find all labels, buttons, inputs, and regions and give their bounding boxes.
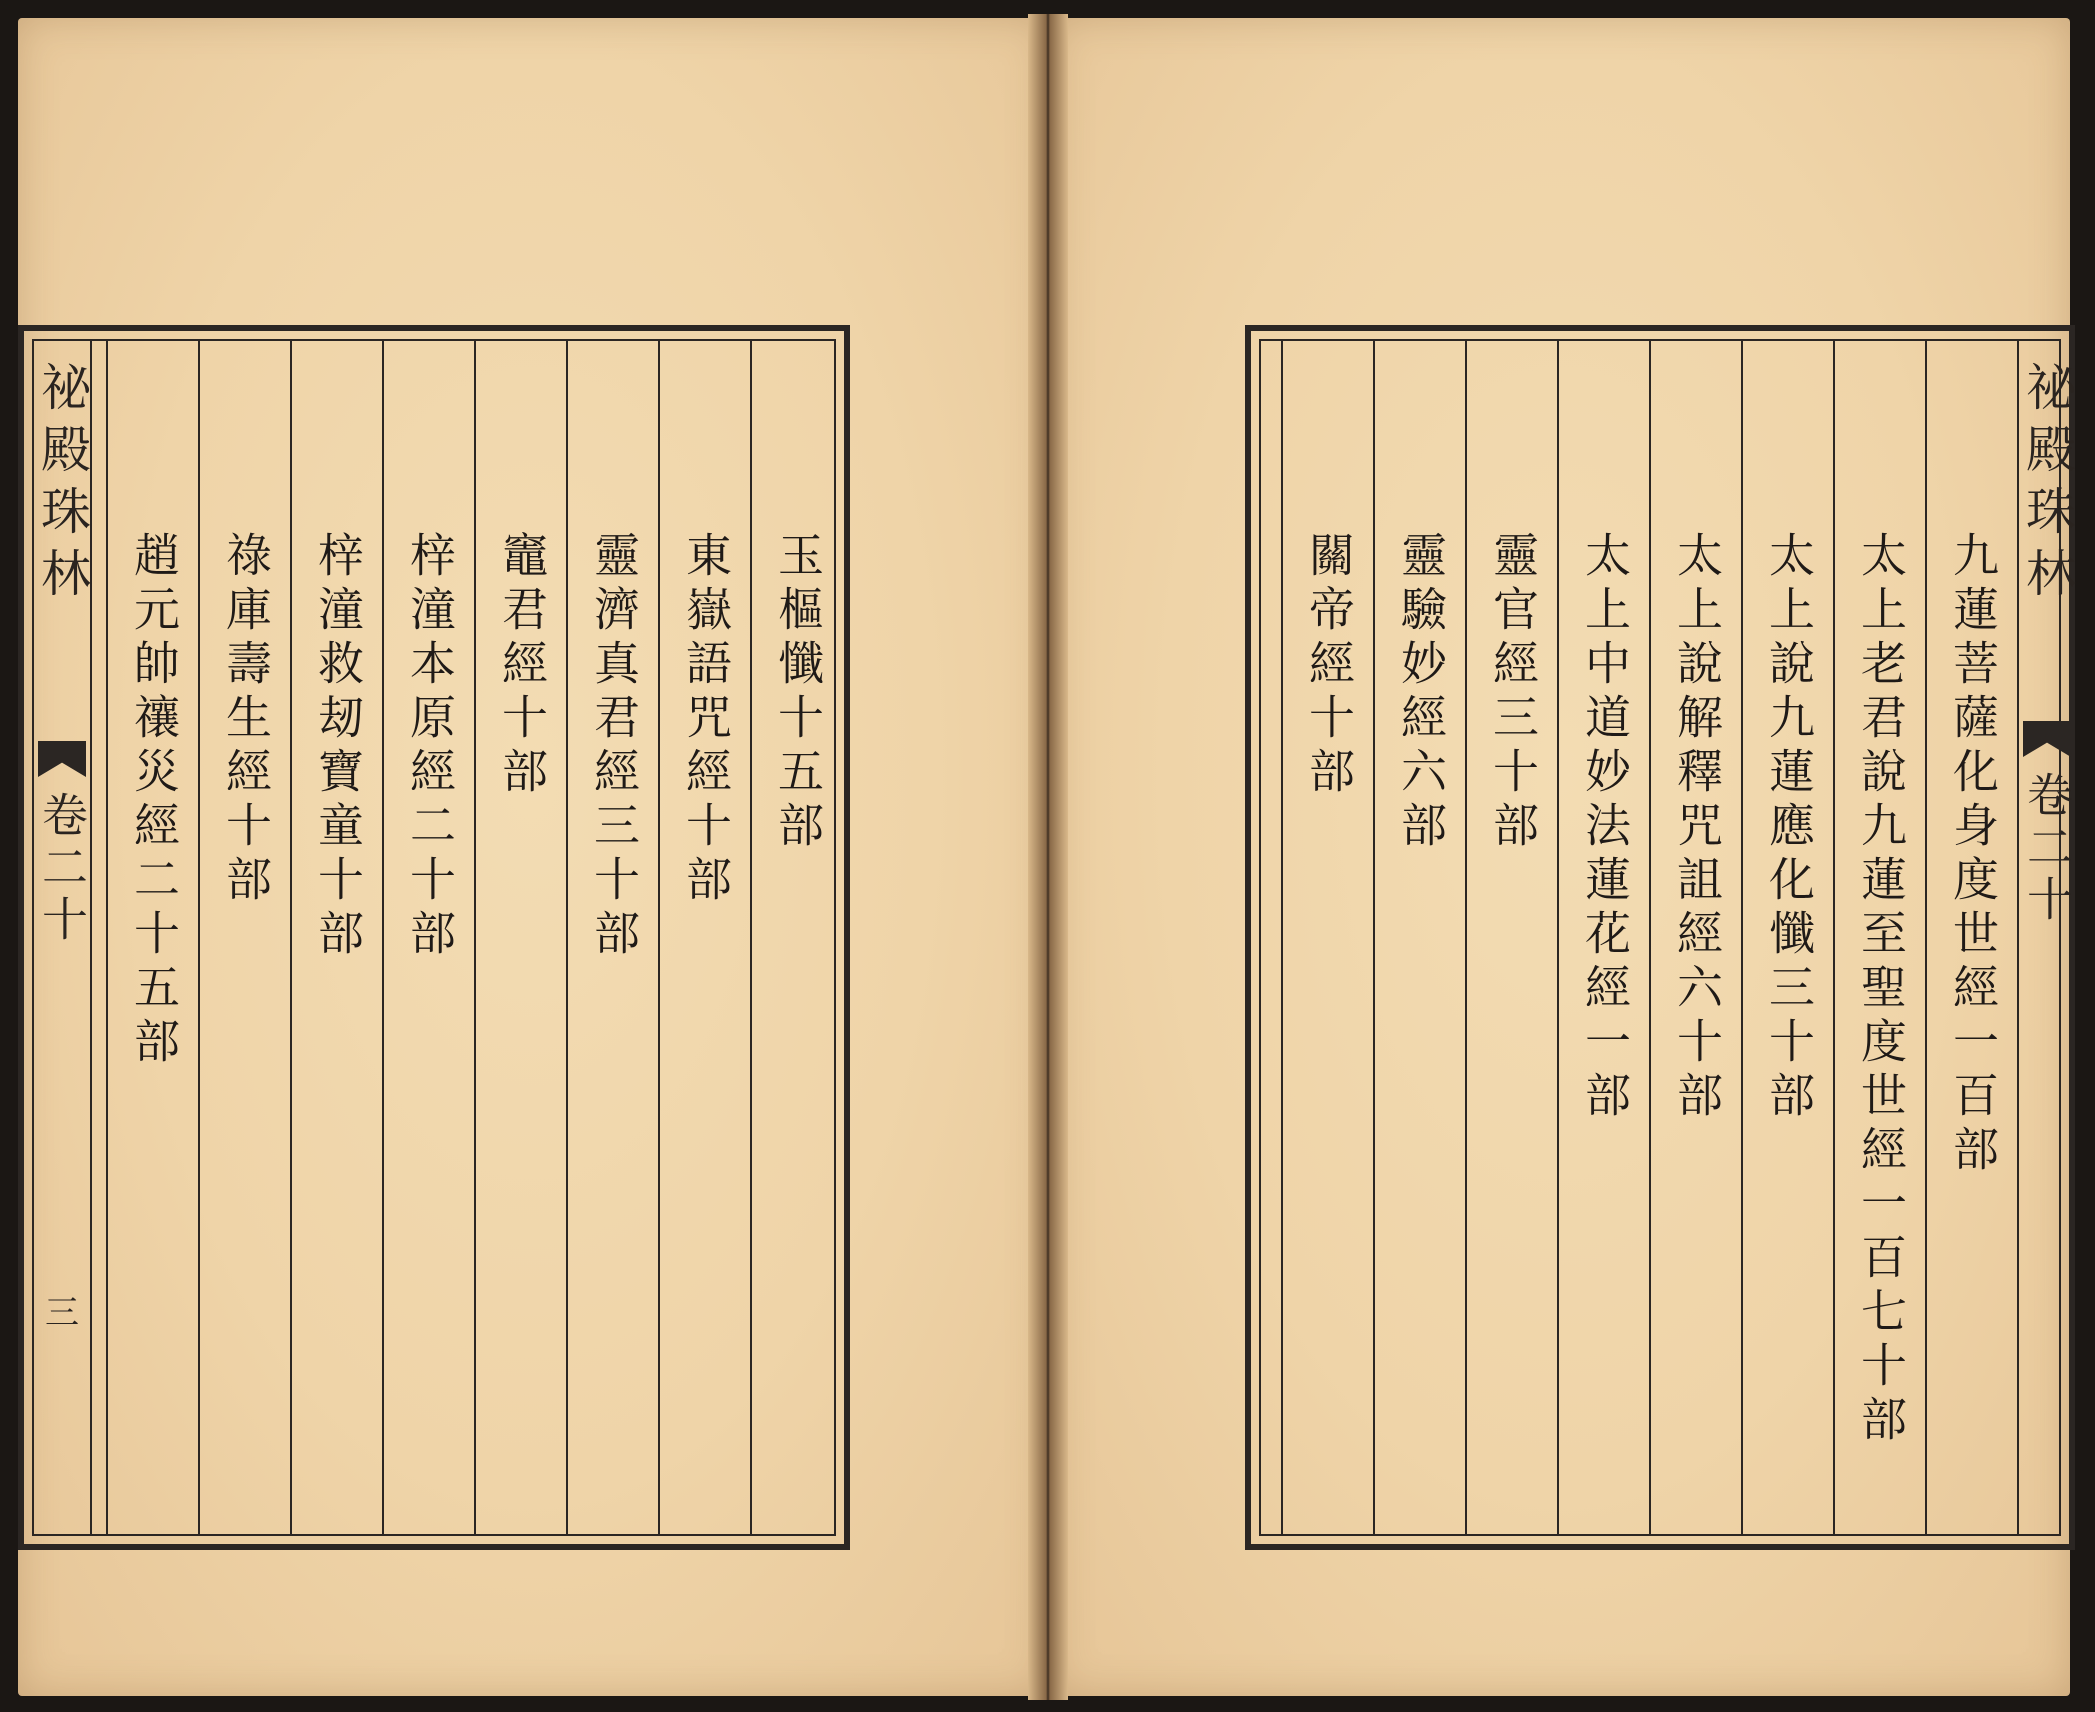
column-text: 靈驗妙經六部 (1394, 531, 1448, 855)
book-gutter (1028, 14, 1068, 1700)
column-text: 靈官經三十部 (1486, 531, 1540, 855)
text-column (382, 341, 474, 1534)
fish-tail-mark (38, 741, 86, 777)
text-column (1741, 341, 1833, 1534)
book-title: 祕殿珠林 (33, 361, 91, 609)
column-text: 趙元帥禳災經二十五部 (127, 531, 181, 1071)
text-column (1373, 341, 1465, 1534)
column-text: 關帝經十部 (1302, 531, 1356, 801)
text-column (750, 341, 842, 1534)
column-text: 太上中道妙法蓮花經一部 (1578, 531, 1632, 1125)
right-spine (2017, 341, 2075, 1534)
text-column (474, 341, 566, 1534)
text-column (566, 341, 658, 1534)
text-column (1649, 341, 1741, 1534)
text-column (1465, 341, 1557, 1534)
right-text-frame (1245, 325, 2075, 1550)
page-number: 三 (45, 1293, 79, 1333)
column-text: 太上老君說九蓮至聖度世經一百七十部 (1854, 531, 1908, 1449)
column-text: 玉樞懺十五部 (771, 531, 825, 855)
column-text: 東嶽語咒經十部 (679, 531, 733, 909)
left-spine (34, 341, 92, 1534)
column-text: 靈濟真君經三十部 (587, 531, 641, 963)
volume-label: 卷二十 (2020, 771, 2074, 927)
text-column (1925, 341, 2017, 1534)
book-title: 祕殿珠林 (2018, 361, 2076, 609)
text-column (1281, 341, 1373, 1534)
volume-label: 卷二十 (35, 791, 89, 947)
text-column (1557, 341, 1649, 1534)
text-column (658, 341, 750, 1534)
text-column (290, 341, 382, 1534)
column-text: 竈君經十部 (495, 531, 549, 801)
text-column (1833, 341, 1925, 1534)
text-column (106, 341, 198, 1534)
column-text: 太上說解釋咒詛經六十部 (1670, 531, 1724, 1125)
fish-tail-mark (2023, 721, 2071, 757)
column-text: 九蓮菩薩化身度世經一百部 (1946, 531, 2000, 1179)
left-text-frame (18, 325, 850, 1550)
column-text: 祿庫壽生經十部 (219, 531, 273, 909)
column-text: 梓潼本原經二十部 (403, 531, 457, 963)
column-text: 太上說九蓮應化懺三十部 (1762, 531, 1816, 1125)
text-column (198, 341, 290, 1534)
column-text: 梓潼救刼寶童十部 (311, 531, 365, 963)
